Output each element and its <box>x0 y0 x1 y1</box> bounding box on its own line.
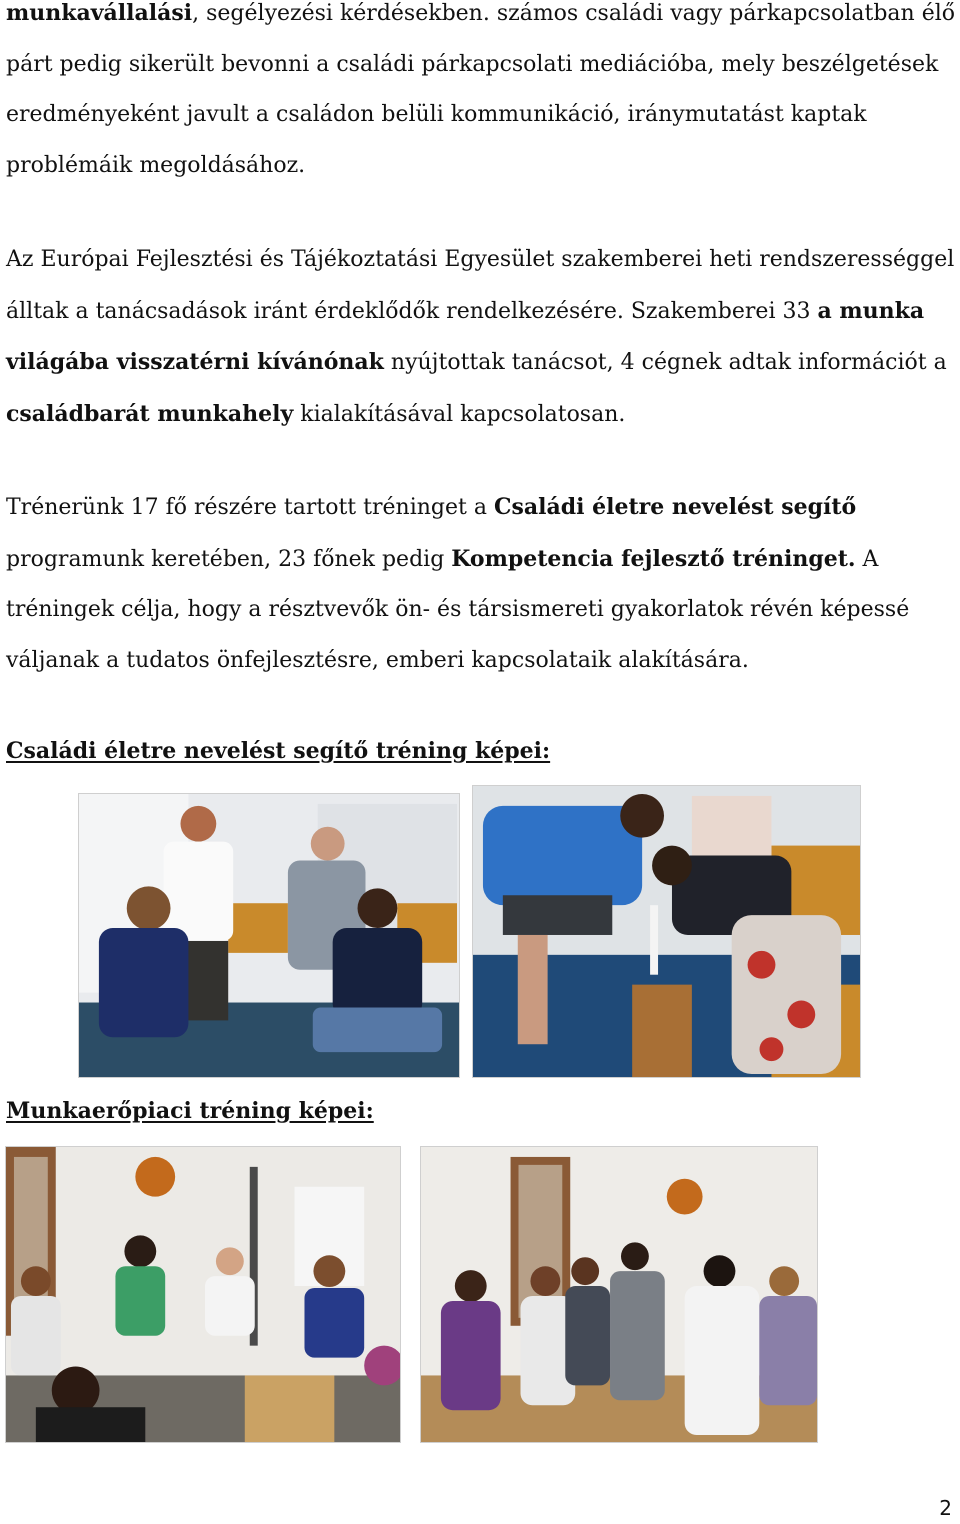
paragraph-text: kialakításával kapcsolatosan. <box>293 401 626 427</box>
paragraph-text: , segélyezési kérdésekben. számos családi vagy párkapcsolatban élő párt pedig sikerült bevonni a családi párkapcsolati mediációba, mely beszélgetések eredményeként javult a családon belüli kommunikáció, iránymutatást kaptak problémáik megoldásához. <box>6 1 956 178</box>
photo-illustration <box>473 786 860 1077</box>
training-photo-2 <box>472 785 861 1078</box>
paragraph-text: A tréningek célja, hogy a résztvevők ön- és társismereti gyakorlatok révén képessé váljanak a tudatos önfejlesztésre, emberi kapcsolataik alakítására. <box>6 546 910 673</box>
paragraph-text: programunk keretében, 23 főnek pedig <box>6 546 452 572</box>
paragraph-trainings <box>6 482 956 686</box>
training-photo-1 <box>78 793 460 1078</box>
photo-illustration <box>6 1147 400 1442</box>
paragraph-text: Trénerünk 17 fő részére tartott tréninget a <box>6 495 494 520</box>
training-photo-3 <box>5 1146 401 1443</box>
training-photo-4 <box>420 1146 818 1443</box>
bold-text: a munka világába visszatérni kívánónak <box>6 297 925 375</box>
heading-family-training-photos: Családi életre nevelést segítő tréning képei: <box>6 738 551 764</box>
photo-illustration <box>79 794 459 1077</box>
paragraph-counselling-results <box>6 0 956 191</box>
paragraph-text: nyújtottak tanácsot, 4 cégnek adtak információt a <box>383 350 947 375</box>
heading-labour-training-photos: Munkaerőpiaci tréning képei: <box>6 1098 374 1124</box>
paragraph-text: Az Európai Fejlesztési és Tájékoztatási Egyesület szakemberei heti rendszerességgel álltak a tanácsadások iránt érdeklődők rendelkezésére. Szakemberei 33 <box>6 247 955 324</box>
photo-illustration <box>421 1147 817 1442</box>
bold-text: munkavállalási <box>6 0 193 26</box>
page-number: 2 <box>939 1496 952 1520</box>
paragraph-association-experts <box>6 235 956 440</box>
bold-text: Kompetencia fejlesztő tréninget. <box>451 545 856 572</box>
bold-text: családbarát munkahely <box>6 400 294 427</box>
bold-text: Családi életre nevelést segítő <box>493 494 857 520</box>
